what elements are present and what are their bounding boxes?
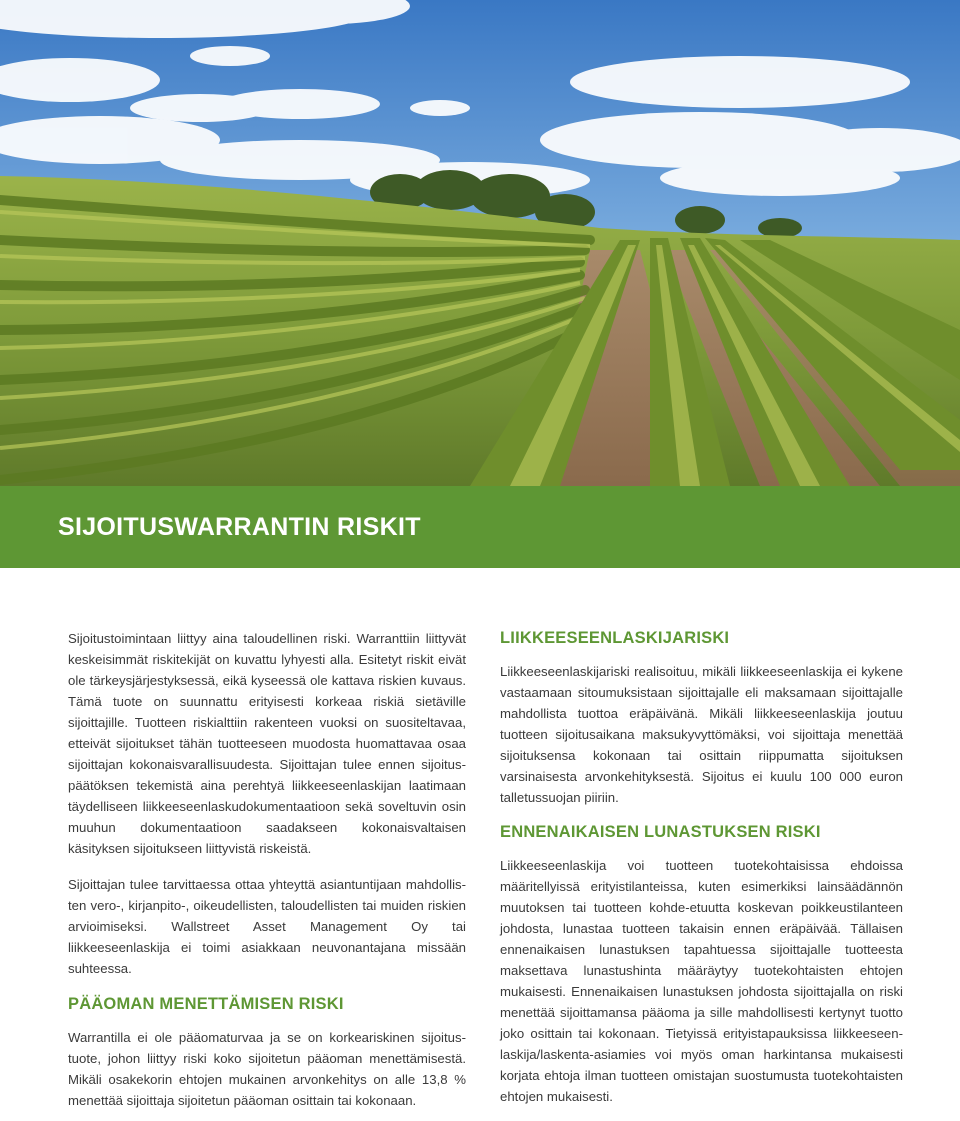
vineyard-illustration	[0, 0, 960, 486]
early-redemption-heading: ENNENAIKAISEN LUNASTUKSEN RISKI	[500, 823, 821, 841]
intro-paragraph: Sijoitustoimintaan liittyy aina taloudellinen riski. Warranttiin liittyvät keskeisimmät riskitekijät on kuvattu lyhyesti alla. Esitetyt riskit eivät ole tärkeysjärjestyksessä, eikä kyseessä ole kattava riskien kuvaus. Tämä tuote on suunnattu erityisesti korkeaa riskiä sietäville sijoittajille. Tuotteen riskialttiin rakenteen vuoksi on suositeltavaa, etteivät sijoitukset tähän tuotteeseen muodosta huomattavaa osaa sijoittajan kokonaisvarallisuudesta. Sijoittajan tulee ennen sijoituspäätöksen tekemistä aina perehtyä liikkeeseenlaskijan laatimaan täydelliseen liikkeeseenlaskudokumentaatioon sekä soveltuvin osin muuhun dokumentaatioon saadakseen kokonaisvaltaisen käsityksen sijoitukseen liittyvistä riskeistä.	[68, 631, 466, 856]
right-column	[500, 628, 903, 1107]
issuer-risk-heading: LIIKKEESEENLASKIJARISKI	[500, 629, 730, 647]
issuer-risk-paragraph: Liikkeeseenlaskijariski realisoituu, mikäli liikkeeseenlaskija ei kykene vastaamaan sitoumuksistaan sijoittajalle eli maksamaan sijoittajalle mahdollista tuottoa eräpäivänä. Mikäli liikkeeseenlaskija joutuu tuotteen sijoitusaikana maksukyvyttömäksi, voi sijoittaja menettää sijoituksensa kokonaan tai osittain riippumatta sijoituksen varsinaisesta arvonkehityksestä. Sijoitus ei kuulu 100 000 euron talletussuojan piiriin.	[500, 664, 903, 805]
title-banner	[0, 486, 960, 568]
page-title: SIJOITUSWARRANTIN RISKIT	[58, 513, 421, 541]
left-column	[68, 628, 466, 1111]
capital-loss-heading: PÄÄOMAN MENETTÄMISEN RISKI	[68, 995, 344, 1013]
advice-paragraph: Sijoittajan tulee tarvittaessa ottaa yhteyttä asiantuntijaan mahdollisten vero-, kirjanpito-, oikeudellisten, taloudellisten tai muiden riskien arvioimiseksi. Wallstreet Asset Management Oy tai liikkeeseenlaskija ei toimi asiakkaan neuvonantajana missään suhteessa.	[68, 877, 466, 976]
capital-loss-paragraph: Warrantilla ei ole pääomaturvaa ja se on korkeariskinen sijoitustuote, johon liittyy riski koko sijoitetun pääoman menettämisestä. Mikäli osakekorin ehtojen mukainen arvonkehitys on alle 13,8 % menettää sijoittaja sijoitetun pääoman osittain tai kokonaan.	[68, 1030, 466, 1108]
vineyard-photo	[0, 0, 960, 486]
early-redemption-paragraph: Liikkeeseenlaskija voi tuotteen tuotekohtaisissa ehdoissa määritellyissä erityistilanteissa, kuten esimerkiksi lainsäädännön muutoksen tai tuotteen kohde-etuutta koskevan poikkeustilanteen johdosta, lunastaa tuotteen takaisin ennen eräpäivää. Tällaisen ennenaikaisen lunastuksen tapahtuessa sijoittajalle tuotteesta maksettava lunastushinta määräytyy tuotekohtaisten ehtojen mukaisesti. Ennenaikaisen lunastuksen johdosta sijoittajalla on riski menettää sijoittamansa pääoma ja sille mahdollisesti kertynyt tuotto joko osittain tai kokonaan. Tietyissä erityistapauksissa liikkeeseenlaskija/laskenta-asiamies voi myös oman harkintansa mukaisesti korjata ehtoja ilman tuotteen omistajan suostumusta tuotekohtaisten ehtojen mukaisesti.	[500, 858, 903, 1104]
